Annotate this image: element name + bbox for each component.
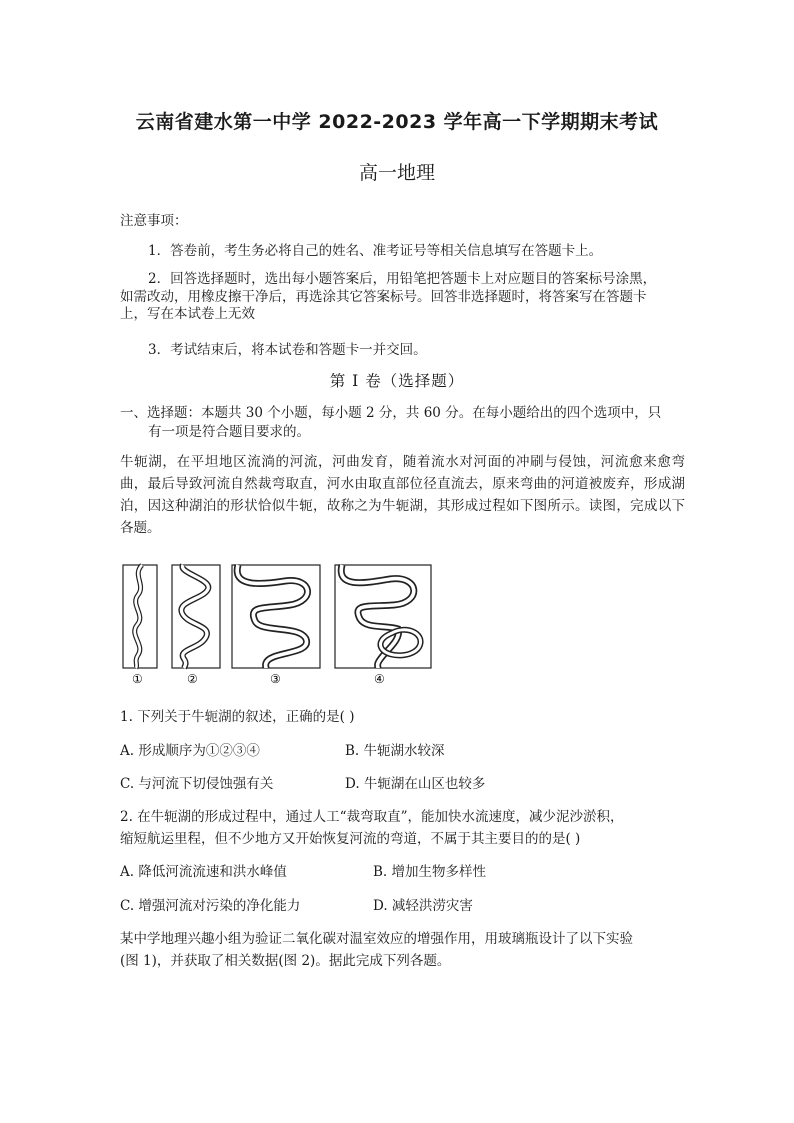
section-title: 第 Ⅰ 卷（选择题） xyxy=(329,372,465,390)
question-1-option-c[interactable]: C. 与河流下切侵蚀强有关 xyxy=(120,776,274,792)
notice-item-3: 3．考试结束后，将本试卷和答题卡一并交回。 xyxy=(148,342,427,358)
question-2-option-b[interactable]: B. 增加生物多样性 xyxy=(373,864,487,880)
figure-label-4: ④ xyxy=(374,672,385,686)
notice-item-2-cont: 如需改动，用橡皮擦干净后，再选涂其它答案标号。回答非选择题时，将答案写在答题卡 xyxy=(120,289,647,305)
section-instruction-cont: 有一项是符合题目要求的。 xyxy=(148,424,310,440)
question-1-option-b[interactable]: B. 牛轭湖水较深 xyxy=(345,743,445,759)
question-2-option-a[interactable]: A. 降低河流流速和洪水峰值 xyxy=(120,864,287,880)
oxbow-lake-figure xyxy=(120,563,436,688)
notice-item-1: 1．答卷前，考生务必将自己的姓名、准考证号等相关信息填写在答题卡上。 xyxy=(148,243,603,259)
notice-heading: 注意事项： xyxy=(120,213,188,229)
subject-title: 高一地理 xyxy=(358,162,435,184)
passage-oxbow-lake: 牛轭湖，在平坦地区流淌的河流，河曲发育，随着流水对河面的冲刷与侵蚀，河流愈来愈弯曲，最后导致河流自然裁弯取直，河水由取直部位径直流去，原来弯曲的河道被废弃，形成湖泊，因这种湖泊的形状恰似牛轭，故称之为牛轭湖，其形成过程如下图所示。读图，完成以下各题。 xyxy=(120,454,685,536)
question-1-option-a[interactable]: A. 形成顺序为①②③④ xyxy=(120,743,260,759)
passage-greenhouse-experiment-cont: (图 1)，并获取了相关数据(图 2)。据此完成下列各题。 xyxy=(120,953,451,969)
passage-greenhouse-experiment: 某中学地理兴趣小组为验证二氧化碳对温室效应的增强作用，用玻璃瓶设计了以下实验 xyxy=(120,931,633,947)
figure-label-3: ③ xyxy=(270,672,281,686)
figure-label-1: ① xyxy=(132,672,143,686)
question-1-stem: 1. 下列关于牛轭湖的叙述，正确的是( ) xyxy=(120,709,355,725)
question-2-option-c[interactable]: C. 增强河流对污染的净化能力 xyxy=(120,898,301,914)
question-1-option-d[interactable]: D. 牛轭湖在山区也较多 xyxy=(345,776,486,792)
question-2-stem: 2. 在牛轭湖的形成过程中，通过人工“裁弯取直”，能加快水流速度，减少泥沙淤积， xyxy=(120,809,624,825)
figure-label-2: ② xyxy=(187,672,198,686)
exam-title: 云南省建水第一中学 2022-2023 学年高一下学期期末考试 xyxy=(135,111,659,133)
panel-2-frame xyxy=(172,565,220,668)
question-2-option-d[interactable]: D. 减轻洪涝灾害 xyxy=(373,898,473,914)
notice-item-2-end: 上，写在本试卷上无效 xyxy=(120,306,255,322)
notice-item-2: 2．回答选择题时，选出每小题答案后，用铅笔把答题卡上对应题目的答案标号涂黑， xyxy=(148,271,657,287)
section-instruction: 一、选择题：本题共 30 个小题，每小题 2 分，共 60 分。在每小题给出的四个选项中，只 xyxy=(120,405,662,421)
question-2-stem-cont: 缩短航运里程，但不少地方又开始恢复河流的弯道，不属于其主要目的的是( ) xyxy=(120,831,581,847)
